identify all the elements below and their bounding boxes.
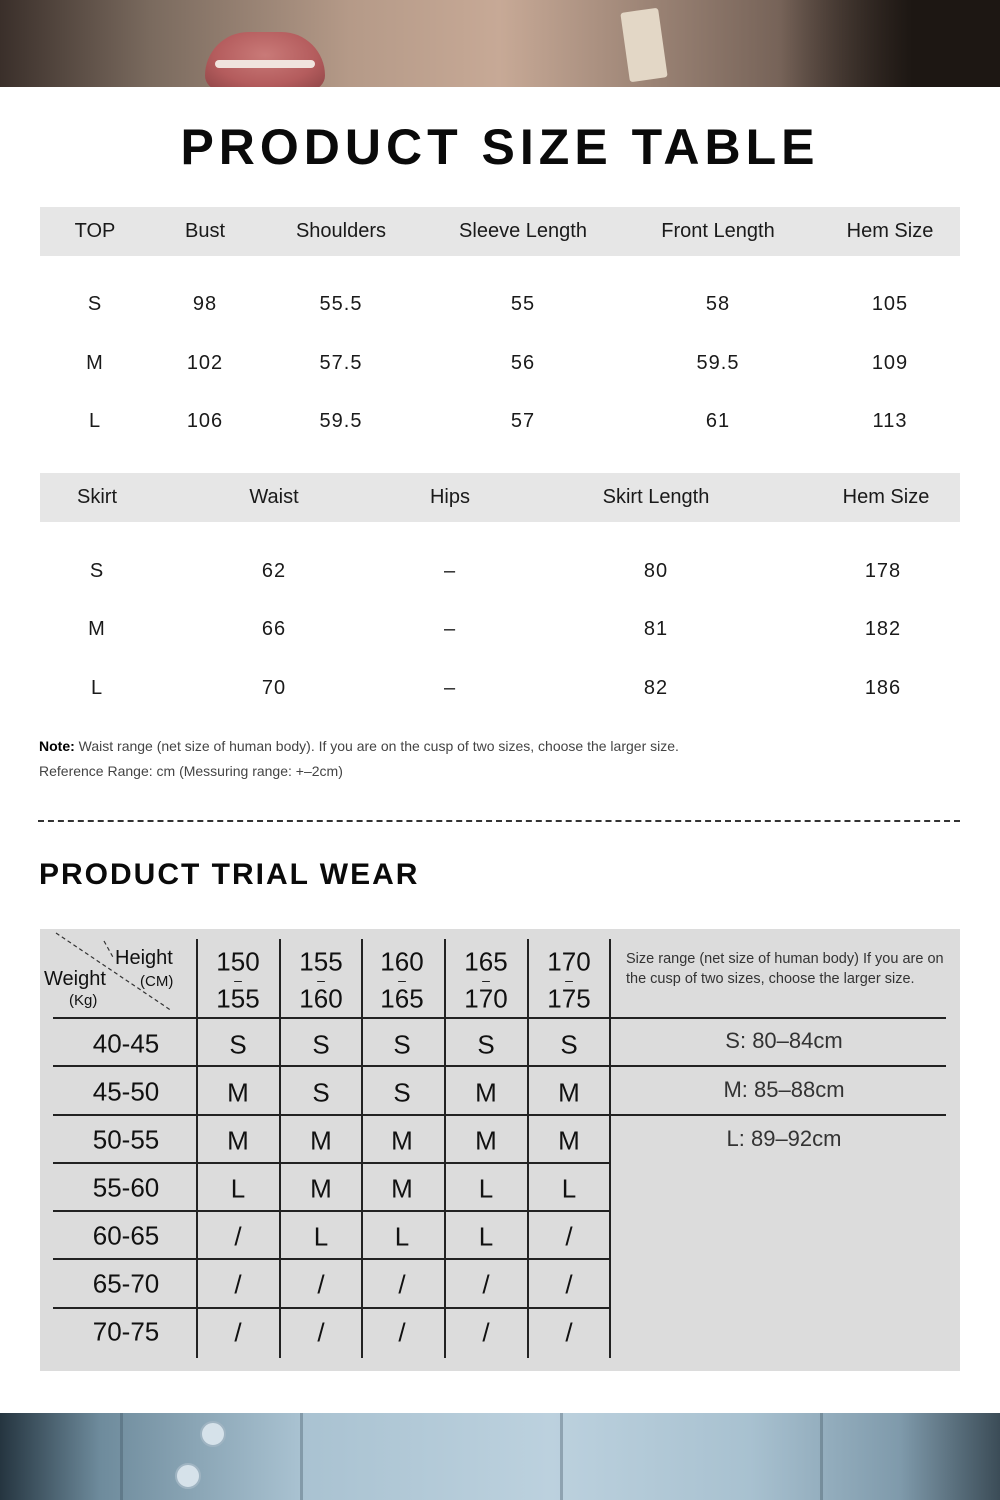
size-note	[39, 738, 679, 754]
trial-wear-table	[40, 929, 960, 1371]
model-photo-bottom	[0, 1413, 1000, 1500]
table-cell: 62	[261, 560, 287, 582]
col-line	[527, 939, 529, 1358]
table-cell: –	[443, 677, 457, 699]
top-header-cell: Bust	[184, 220, 226, 242]
col-line	[196, 939, 198, 1358]
table-cell: L	[90, 677, 104, 699]
size-cell: /	[234, 1317, 242, 1348]
height-separator: –	[234, 972, 242, 988]
table-cell: S	[87, 293, 103, 315]
col-line	[444, 939, 446, 1358]
col-line	[609, 939, 611, 1358]
table-cell: 98	[192, 293, 218, 315]
table-cell: 80	[643, 560, 669, 582]
top-header-cell: Sleeve Length	[459, 220, 587, 242]
table-cell: 57.5	[319, 352, 363, 374]
height-from: 150	[216, 946, 260, 977]
size-cell: L	[478, 1173, 494, 1204]
weight-cell: 65-70	[92, 1268, 160, 1299]
size-cell: /	[398, 1269, 406, 1300]
skirt-header-cell: Waist	[249, 486, 299, 508]
size-cell: S	[477, 1029, 495, 1060]
size-cell: /	[482, 1317, 490, 1348]
size-cell: S	[393, 1077, 411, 1108]
size-cell: M	[558, 1077, 580, 1108]
table-cell: 81	[643, 618, 669, 640]
size-cell: M	[310, 1173, 332, 1204]
height-separator: –	[482, 972, 490, 988]
table-cell: 59.5	[319, 410, 363, 432]
table-cell: 55.5	[319, 293, 363, 315]
shirt-button-graphic	[200, 1421, 226, 1447]
table-cell: 113	[872, 410, 908, 432]
earring-graphic	[620, 8, 667, 83]
size-cell: S	[393, 1029, 411, 1060]
skirt-header-cell: Skirt	[77, 486, 117, 508]
size-cell: M	[391, 1173, 413, 1204]
weight-cell: 60-65	[92, 1220, 160, 1251]
size-cell: /	[317, 1269, 325, 1300]
table-cell: 186	[864, 677, 902, 699]
shirt-button-graphic	[175, 1463, 201, 1489]
corner-height-unit: (CM)	[140, 973, 174, 990]
table-cell: 82	[643, 677, 669, 699]
note-text: Waist range (net size of human body). If you are on the cusp of two sizes, choose the larger size.	[74, 738, 679, 754]
corner-weight-unit: (Kg)	[69, 992, 98, 1009]
size-cell: /	[565, 1317, 573, 1348]
model-photo-top	[0, 0, 1000, 87]
row-line	[53, 1017, 946, 1019]
table-cell: 57	[510, 410, 536, 432]
size-cell: /	[565, 1221, 573, 1252]
size-cell: M	[475, 1125, 497, 1156]
table-cell: 105	[871, 293, 909, 315]
note-label: Note:	[39, 738, 75, 754]
teeth-graphic	[215, 60, 315, 68]
top-header-cell: Hem Size	[846, 220, 934, 242]
table-cell: 106	[186, 410, 224, 432]
height-to: 165	[380, 983, 424, 1014]
weight-cell: 45-50	[92, 1076, 160, 1107]
trial-side-note: Size range (net size of human body) If you are on the cusp of two sizes, choose the larger size.	[626, 951, 944, 987]
fabric-fold	[560, 1413, 563, 1500]
top-header-cell: TOP	[74, 220, 116, 242]
size-cell: M	[310, 1125, 332, 1156]
weight-cell: 70-75	[92, 1316, 160, 1347]
table-cell: M	[88, 618, 106, 640]
page-title: PRODUCT SIZE TABLE	[180, 119, 820, 175]
skirt-header-cell: Skirt Length	[602, 486, 710, 508]
table-cell: 70	[261, 677, 287, 699]
table-cell: –	[443, 560, 457, 582]
table-cell: 61	[705, 410, 731, 432]
fabric-fold	[300, 1413, 303, 1500]
height-from: 155	[299, 946, 343, 977]
section-divider	[38, 820, 960, 822]
size-cell: /	[317, 1317, 325, 1348]
table-cell: 59.5	[696, 352, 740, 374]
table-cell: 55	[510, 293, 536, 315]
trial-title: PRODUCT TRIAL WEAR	[39, 858, 420, 891]
fabric-fold	[820, 1413, 823, 1500]
height-from: 165	[464, 946, 508, 977]
row-line	[53, 1114, 946, 1116]
skirt-header-cell: Hips	[429, 486, 471, 508]
size-cell: L	[394, 1221, 410, 1252]
reference-range-note: Reference Range: cm (Messuring range: +–2cm)	[39, 763, 343, 779]
height-to: 175	[547, 983, 591, 1014]
row-line	[53, 1065, 946, 1067]
table-cell: 109	[871, 352, 909, 374]
size-cell: M	[475, 1077, 497, 1108]
skirt-header-cell: Hem Size	[842, 486, 930, 508]
height-separator: –	[398, 972, 406, 988]
size-cell: L	[230, 1173, 246, 1204]
size-cell: M	[227, 1125, 249, 1156]
col-line	[279, 939, 281, 1358]
size-cell: M	[391, 1125, 413, 1156]
table-cell: S	[89, 560, 105, 582]
table-cell: 66	[261, 618, 287, 640]
size-cell: M	[558, 1125, 580, 1156]
size-cell: S	[312, 1077, 330, 1108]
fabric-fold	[120, 1413, 123, 1500]
weight-cell: 40-45	[92, 1028, 160, 1059]
height-to: 155	[216, 983, 260, 1014]
size-range-m: M: 85–88cm	[723, 1077, 845, 1102]
height-from: 160	[380, 946, 424, 977]
table-cell: 58	[705, 293, 731, 315]
weight-cell: 50-55	[92, 1124, 160, 1155]
size-range-l: L: 89–92cm	[726, 1126, 842, 1151]
top-header-cell: Shoulders	[295, 220, 387, 242]
height-from: 170	[547, 946, 591, 977]
size-cell: /	[234, 1269, 242, 1300]
top-header-cell: Front Length	[661, 220, 775, 242]
height-to: 170	[464, 983, 508, 1014]
size-cell: L	[478, 1221, 494, 1252]
table-cell: L	[88, 410, 102, 432]
table-cell: –	[443, 618, 457, 640]
col-line	[361, 939, 363, 1358]
height-separator: –	[565, 972, 573, 988]
top-table-header	[40, 207, 960, 256]
size-cell: /	[398, 1317, 406, 1348]
size-cell: L	[561, 1173, 577, 1204]
size-cell: S	[560, 1029, 578, 1060]
size-cell: L	[313, 1221, 329, 1252]
size-cell: /	[565, 1269, 573, 1300]
table-cell: 182	[864, 618, 902, 640]
corner-weight-label: Weight	[44, 968, 106, 990]
size-cell: M	[227, 1077, 249, 1108]
height-separator: –	[317, 972, 325, 988]
table-cell: 56	[510, 352, 536, 374]
table-cell: M	[86, 352, 104, 374]
hair-graphic	[780, 0, 1000, 87]
size-cell: /	[482, 1269, 490, 1300]
size-cell: /	[234, 1221, 242, 1252]
table-cell: 178	[864, 560, 902, 582]
size-cell: S	[312, 1029, 330, 1060]
size-cell: S	[229, 1029, 247, 1060]
skirt-table-header	[40, 473, 960, 522]
size-range-s: S: 80–84cm	[725, 1028, 843, 1053]
table-cell: 102	[186, 352, 224, 374]
height-to: 160	[299, 983, 343, 1014]
corner-height-label: Height	[115, 947, 173, 969]
weight-cell: 55-60	[92, 1172, 160, 1203]
